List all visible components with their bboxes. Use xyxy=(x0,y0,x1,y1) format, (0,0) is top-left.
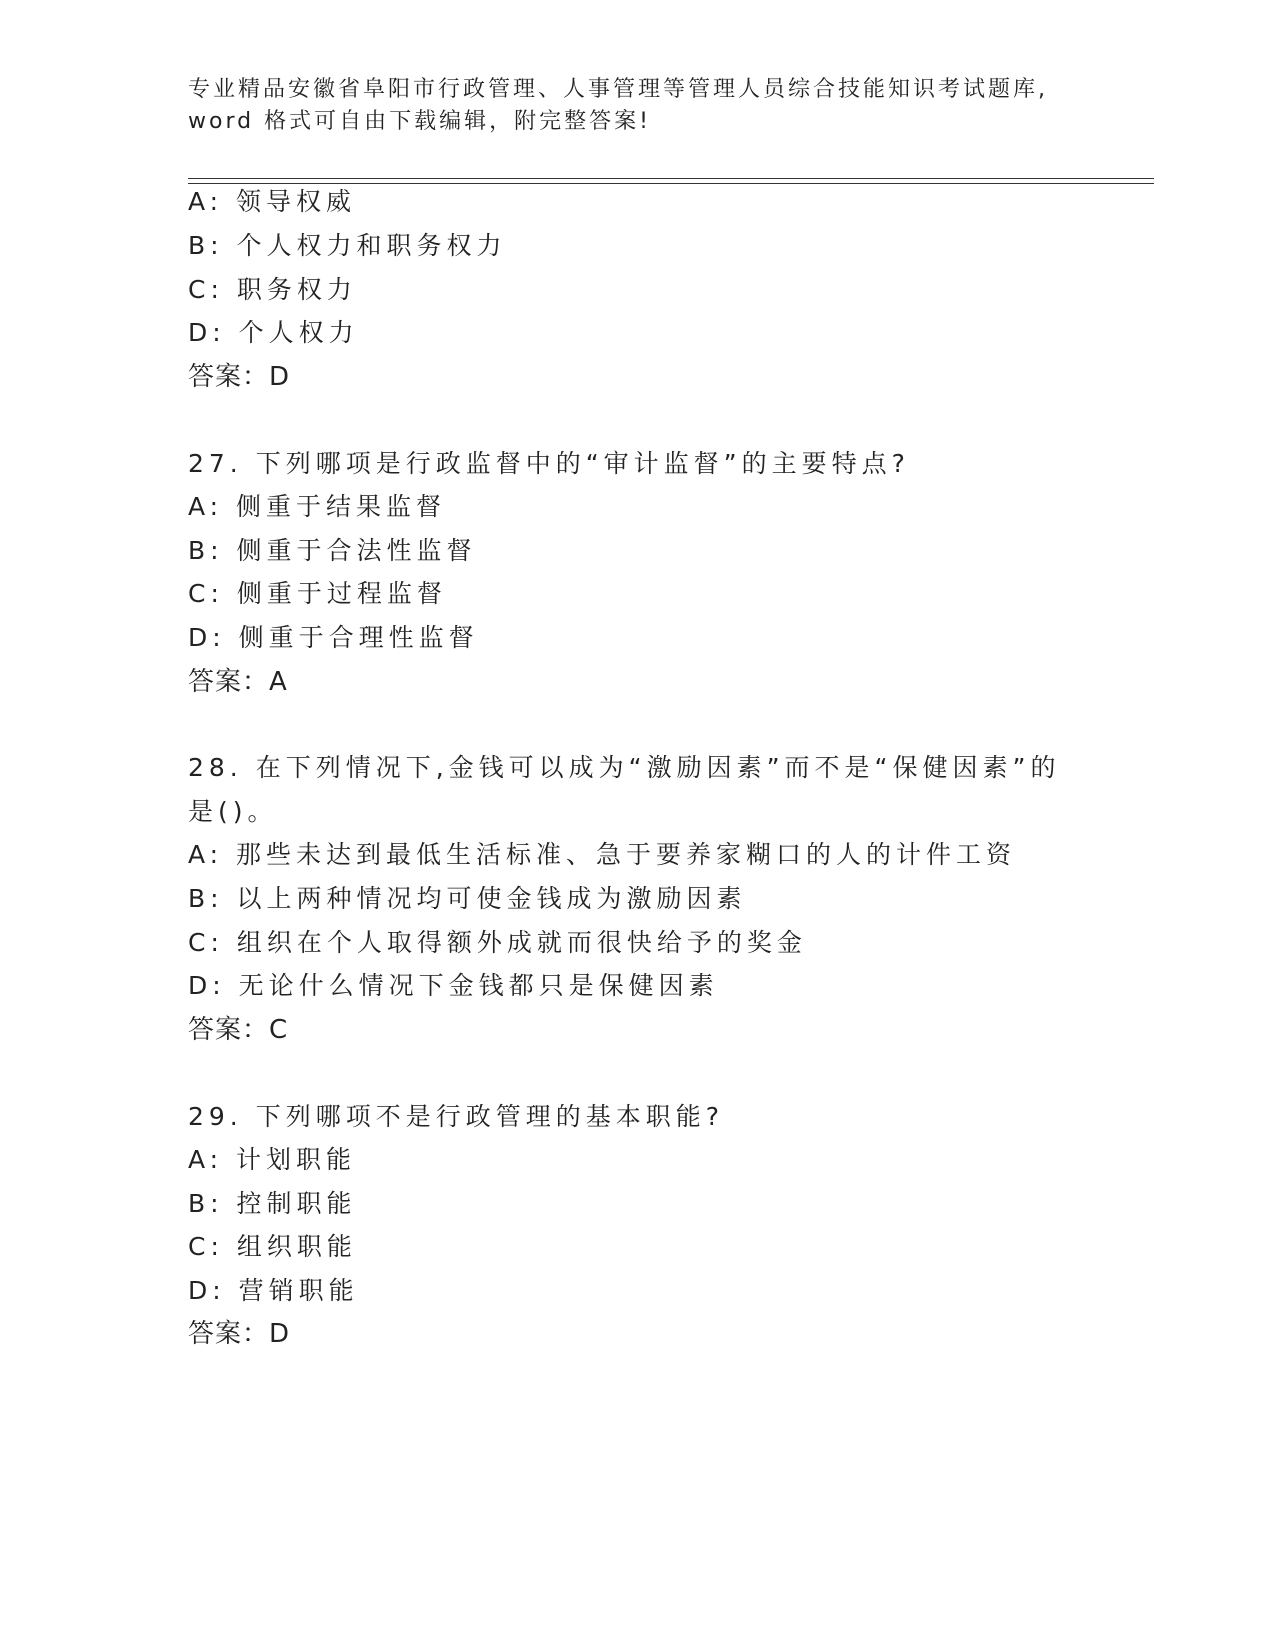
q29-question: 29. 下列哪项不是行政管理的基本职能? xyxy=(188,1102,724,1131)
header-line-1: 专业精品安徽省阜阳市行政管理、人事管理等管理人员综合技能知识考试题库, xyxy=(188,77,1048,102)
document-header xyxy=(188,74,1088,138)
q27-option-b: B: 侧重于合法性监督 xyxy=(188,536,477,565)
q26-option-d: D: 个人权力 xyxy=(188,318,359,347)
q27-option-a: A: 侧重于结果监督 xyxy=(188,492,447,521)
q28-option-d: D: 无论什么情况下金钱都只是保健因素 xyxy=(188,971,719,1000)
q28-option-c: C: 组织在个人取得额外成就而很快给予的奖金 xyxy=(188,928,807,957)
q28-answer: 答案：C xyxy=(188,1015,289,1045)
q28-option-a: A: 那些未达到最低生活标准、急于要养家糊口的人的计件工资 xyxy=(188,840,1017,869)
q29-option-b: B: 控制职能 xyxy=(188,1189,357,1218)
q28-question-line-2: 是()。 xyxy=(188,797,278,826)
q28-question-line-1: 28. 在下列情况下,金钱可以成为“激励因素”而不是“保健因素”的 xyxy=(188,753,1061,782)
q27-option-c: C: 侧重于过程监督 xyxy=(188,579,447,608)
q26-option-b: B: 个人权力和职务权力 xyxy=(188,231,507,260)
q26-answer: 答案：D xyxy=(188,362,291,392)
q29-option-a: A: 计划职能 xyxy=(188,1145,357,1174)
q29-answer: 答案：D xyxy=(188,1319,291,1349)
header-line-2: word 格式可自由下载编辑，附完整答案! xyxy=(188,109,651,134)
q29-option-d: D: 营销职能 xyxy=(188,1276,359,1305)
q27-question: 27. 下列哪项是行政监督中的“审计监督”的主要特点? xyxy=(188,449,910,478)
q27-option-d: D: 侧重于合理性监督 xyxy=(188,623,479,652)
q29-option-c: C: 组织职能 xyxy=(188,1232,357,1261)
q28-option-b: B: 以上两种情况均可使金钱成为激励因素 xyxy=(188,884,747,913)
q26-option-a: A: 领导权威 xyxy=(188,187,357,216)
q26-option-c: C: 职务权力 xyxy=(188,275,357,304)
header-divider xyxy=(188,178,1154,184)
q27-answer: 答案：A xyxy=(188,667,288,697)
